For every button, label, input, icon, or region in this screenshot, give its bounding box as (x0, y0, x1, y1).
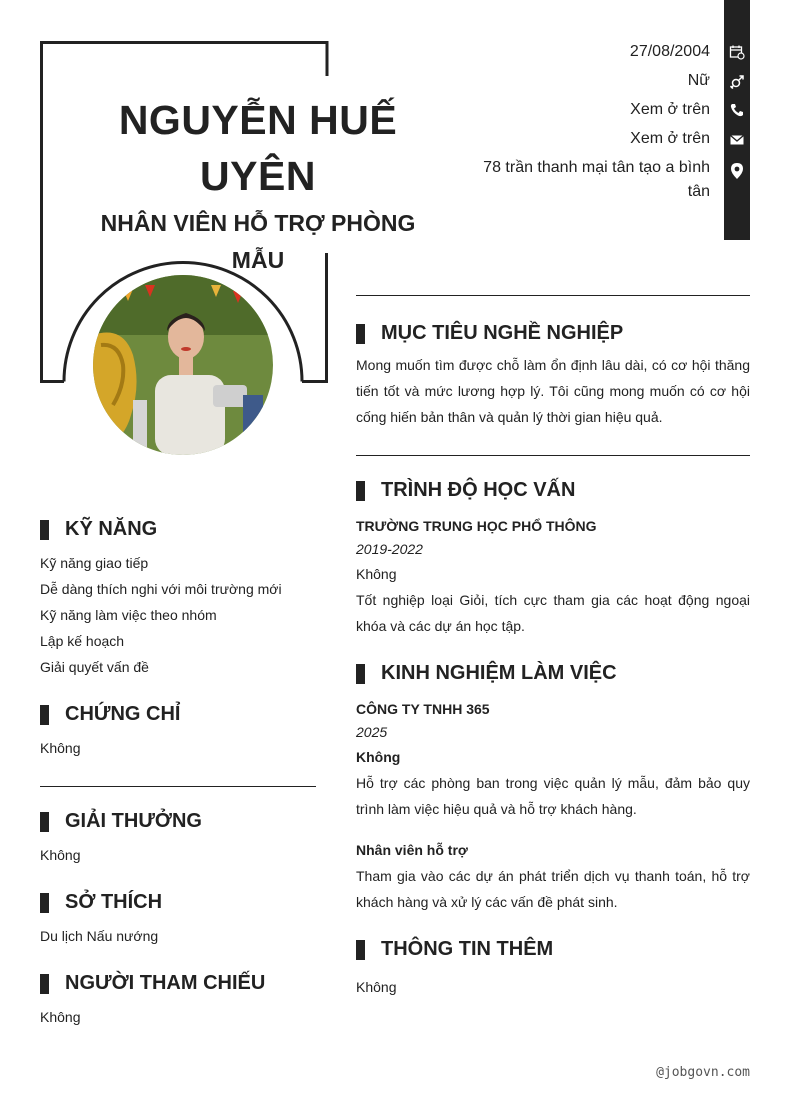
awards-title: GIẢI THƯỞNG (65, 810, 202, 832)
skill-item: Kỹ năng giao tiếp (40, 555, 149, 571)
heading-marker (40, 974, 49, 994)
experience-title: KINH NGHIỆM LÀM VIỆC (381, 662, 617, 684)
education-description: Tốt nghiệp loại Giỏi, tích cực tham gia các hoạt động ngoại khóa và các dự án học tập. (356, 592, 750, 634)
experience-year: 2025 (356, 724, 388, 740)
objective-text: Mong muốn tìm được chỗ làm ổn định lâu dài, có cơ hội thăng tiến tốt và mức lương hợp lý. Tôi cũng mong muốn có cơ hội cống hiến bản thân và quản lý thời gian hiệu quả. (356, 357, 750, 425)
divider (356, 455, 750, 456)
divider (356, 295, 750, 296)
certificates-heading (40, 703, 180, 726)
divider (40, 786, 316, 787)
skill-item: Kỹ năng làm việc theo nhóm (40, 607, 217, 623)
skills-title: KỸ NĂNG (65, 518, 158, 540)
footer-watermark: @jobgovn.com (656, 1065, 750, 1080)
mail-icon (729, 132, 745, 148)
references-heading (40, 972, 265, 995)
gender-icon (729, 74, 745, 90)
skill-item: Giải quyết vấn đề (40, 659, 149, 675)
experience-role-description: Tham gia vào các dự án phát triển dịch vụ thanh toán, hỗ trợ khách hàng và xử lý các vấn đề phát sinh. (356, 868, 750, 910)
company-name: CÔNG TY TNHH 365 (356, 701, 490, 717)
heading-marker (356, 481, 365, 501)
objective-heading (356, 322, 623, 345)
references-text: Không (40, 1009, 81, 1025)
phone-icon (729, 102, 745, 118)
heading-marker (40, 893, 49, 913)
additional-info-text: Không (356, 979, 397, 995)
education-years: 2019-2022 (356, 541, 423, 557)
references-title: NGƯỜI THAM CHIẾU (65, 972, 266, 994)
school-name: TRƯỜNG TRUNG HỌC PHỔ THÔNG (356, 518, 597, 534)
heading-marker (356, 940, 365, 960)
education-major: Không (356, 566, 397, 582)
location-pin-icon (729, 162, 745, 180)
skill-item: Dễ dàng thích nghi với môi trường mới (40, 581, 282, 597)
contact-birthday: 27/08/2004 (629, 43, 710, 60)
experience-role: Nhân viên hỗ trợ (356, 842, 468, 858)
job-title: NHÂN VIÊN HỖ TRỢ PHÒNG MẪU (100, 210, 416, 273)
contact-icon-bar (724, 0, 750, 240)
heading-marker (40, 705, 49, 725)
awards-heading (40, 810, 202, 833)
certificates-text: Không (40, 740, 81, 756)
awards-text: Không (40, 847, 81, 863)
certificates-title: CHỨNG CHỈ (65, 703, 181, 725)
contact-email: Xem ở trên (630, 130, 710, 147)
education-heading (356, 479, 575, 502)
experience-position: Không (356, 749, 401, 765)
hobbies-title: SỞ THÍCH (65, 891, 163, 913)
heading-marker (356, 664, 365, 684)
candidate-name: NGUYỄN HUẾ UYÊN (118, 97, 398, 199)
calendar-icon (729, 44, 745, 60)
skill-item: Lập kế hoạch (40, 633, 125, 649)
education-title: TRÌNH ĐỘ HỌC VẤN (381, 479, 576, 501)
contact-gender: Nữ (687, 72, 710, 89)
heading-marker (40, 520, 49, 540)
contact-phone: Xem ở trên (630, 101, 710, 118)
hobbies-heading (40, 891, 162, 914)
skills-heading (40, 518, 157, 541)
objective-title: MỤC TIÊU NGHỀ NGHIỆP (381, 322, 624, 344)
contact-address: 78 trần thanh mại tân tạo a bình tân (483, 159, 710, 200)
additional-info-heading (356, 938, 553, 961)
additional-info-title: THÔNG TIN THÊM (381, 938, 554, 960)
hobbies-text: Du lịch Nấu nướng (40, 928, 159, 944)
heading-marker (356, 324, 365, 344)
experience-heading (356, 662, 617, 685)
heading-marker (40, 812, 49, 832)
experience-description: Hỗ trợ các phòng ban trong việc quản lý mẫu, đảm bảo quy trình làm việc hiệu quả và hỗ trợ khách hàng. (356, 775, 750, 817)
avatar (93, 275, 273, 455)
